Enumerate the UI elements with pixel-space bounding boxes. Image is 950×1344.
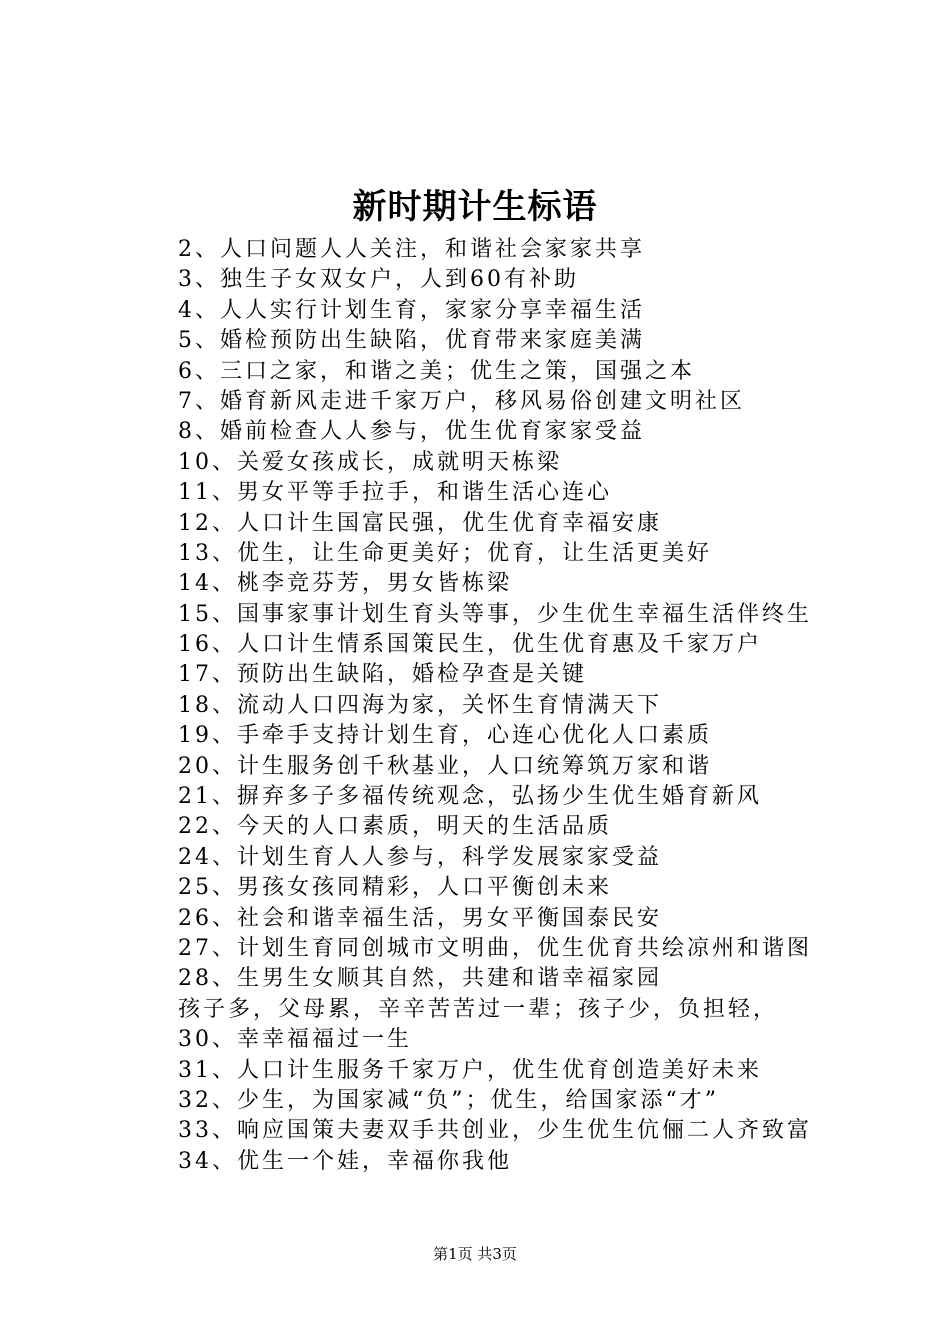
slogan-line: 30、幸幸福福过一生 xyxy=(178,1027,412,1053)
slogan-line: 27、计划生育同创城市文明曲，优生优育共绘凉州和谐图 xyxy=(178,935,812,961)
slogan-line: 4、人人实行计划生育，家家分享幸福生活 xyxy=(178,297,645,323)
slogan-line: 12、人口计生国富民强，优生优育幸福安康 xyxy=(178,510,662,536)
slogan-line: 25、男孩女孩同精彩，人口平衡创未来 xyxy=(178,875,612,901)
slogan-line: 13、优生，让生命更美好；优育，让生活更美好 xyxy=(178,540,712,566)
slogan-line: 14、桃李竞芬芳，男女皆栋梁 xyxy=(178,571,512,597)
page-footer: 第1页 共3页 xyxy=(433,1245,517,1263)
slogan-line: 16、人口计生情系国策民生，优生优育惠及千家万户 xyxy=(178,632,762,658)
slogan-line: 34、优生一个娃，幸福你我他 xyxy=(178,1148,512,1174)
slogan-line: 15、国事家事计划生育头等事，少生优生幸福生活伴终生 xyxy=(178,601,812,627)
slogan-line: 11、男女平等手拉手，和谐生活心连心 xyxy=(178,480,612,506)
slogan-line: 10、关爱女孩成长，成就明天栋梁 xyxy=(178,449,562,475)
slogan-line: 28、生男生女顺其自然，共建和谐幸福家园 xyxy=(178,966,662,992)
slogan-line: 24、计划生育人人参与，科学发展家家受益 xyxy=(178,844,662,870)
slogan-line: 8、婚前检查人人参与，优生优育家家受益 xyxy=(178,419,645,445)
slogan-line: 6、三口之家，和谐之美；优生之策，国强之本 xyxy=(178,358,695,384)
page-title: 新时期计生标语 xyxy=(352,187,598,227)
slogan-line: 17、预防出生缺陷，婚检孕查是关键 xyxy=(178,662,587,688)
slogan-line: 7、婚育新风走进千家万户，移风易俗创建文明社区 xyxy=(178,388,745,414)
slogan-line: 19、手牵手支持计划生育，心连心优化人口素质 xyxy=(178,723,712,749)
slogan-line: 20、计生服务创千秋基业，人口统筹筑万家和谐 xyxy=(178,753,712,779)
slogan-list xyxy=(178,235,878,1177)
slogan-line: 18、流动人口四海为家，关怀生育情满天下 xyxy=(178,692,662,718)
slogan-line: 21、摒弃多子多福传统观念，弘扬少生优生婚育新风 xyxy=(178,784,762,810)
slogan-line: 31、人口计生服务千家万户，优生优育创造美好未来 xyxy=(178,1057,762,1083)
slogan-line: 孩子多，父母累，辛辛苦苦过一辈；孩子少，负担轻， xyxy=(178,996,779,1022)
slogan-line: 33、响应国策夫妻双手共创业，少生优生伉俪二人齐致富 xyxy=(178,1118,812,1144)
slogan-line: 32、少生，为国家减“负”；优生，给国家添“才” xyxy=(178,1087,719,1113)
slogan-line: 5、婚检预防出生缺陷，优育带来家庭美满 xyxy=(178,328,645,354)
slogan-line: 3、独生子女双女户，人到60有补助 xyxy=(178,267,579,293)
slogan-line: 26、社会和谐幸福生活，男女平衡国泰民安 xyxy=(178,905,662,931)
slogan-line: 2、人口问题人人关注，和谐社会家家共享 xyxy=(178,237,645,262)
slogan-line: 22、今天的人口素质，明天的生活品质 xyxy=(178,814,612,840)
